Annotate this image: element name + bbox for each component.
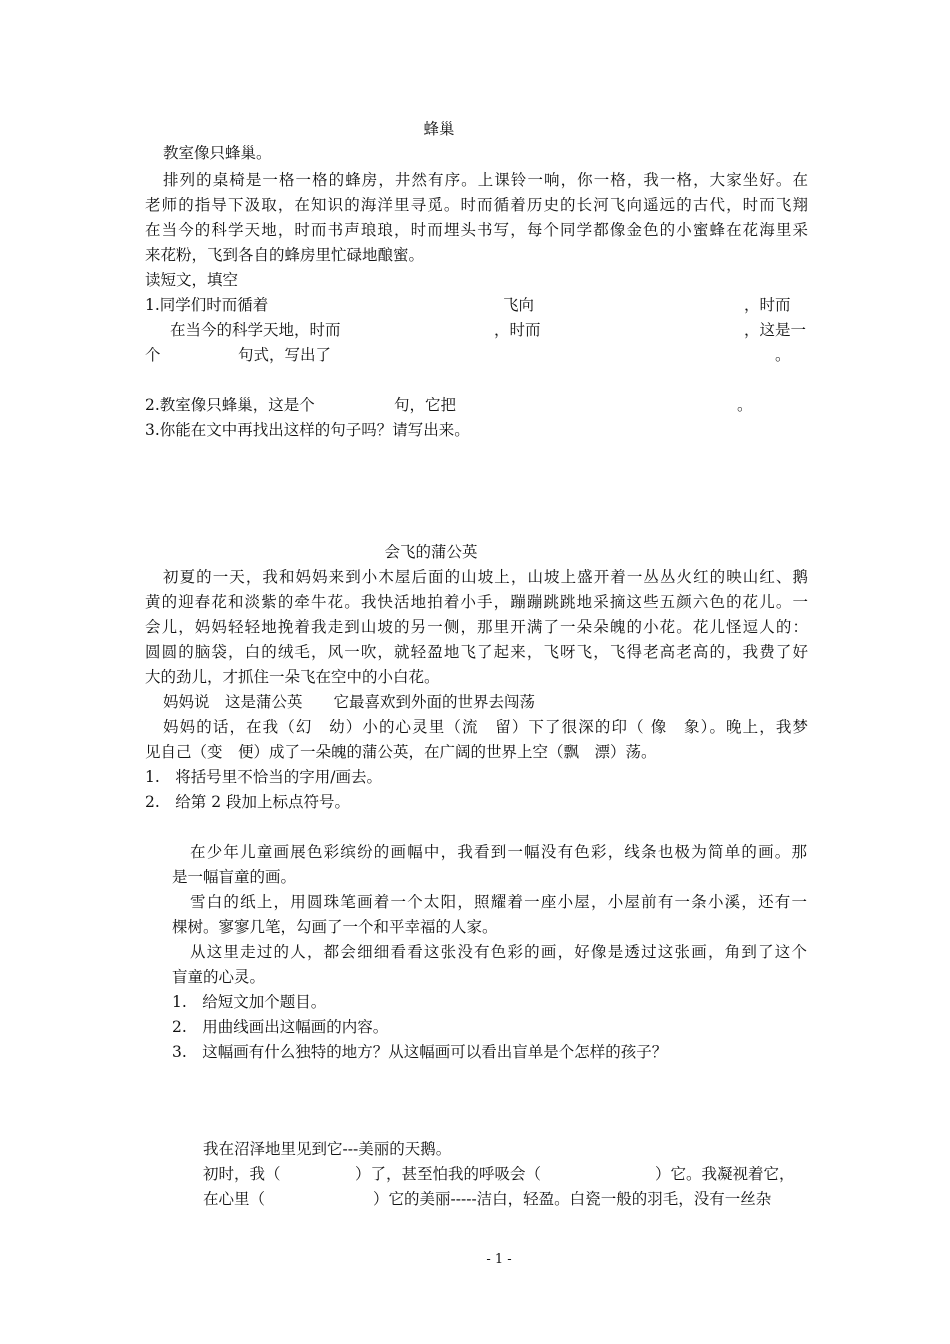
section3-question-1: 1. 给短文加个题目。 <box>172 993 327 1011</box>
section1-q1-part-a: 1.同学们时而循着 <box>145 296 269 314</box>
section4-line-3-part-b: ）它的美丽-----洁白，轻盈。白瓷一般的羽毛，没有一丝杂 <box>373 1190 772 1208</box>
section2-question-1: 1. 将括号里不恰当的字用/画去。 <box>145 768 383 786</box>
section1-p2-line-1: 排列的桌椅是一格一格的蜂房，井然有序。上课铃一响，你一格，我一格，大家坐好。在 <box>163 171 808 189</box>
section1-p2-line-4: 来花粉，飞到各自的蜂房里忙碌地酿蜜。 <box>145 246 425 264</box>
section3-p2-line-2: 棵树。寥寥几笔，勾画了一个和平幸福的人家。 <box>172 918 498 936</box>
section2-p1-line-2: 黄的迎春花和淡紫的牵牛花。我快活地拍着小手，蹦蹦跳跳地采摘这些五颜六色的花儿。一 <box>145 593 808 611</box>
section3-p2-line-1: 雪白的纸上，用圆珠笔画着一个太阳，照耀着一座小屋，小屋前有一条小溪，还有一 <box>190 893 807 911</box>
section4-line-3-part-a: 在心里（ <box>203 1190 266 1208</box>
section2-p3-line-2: 见自己（变 便）成了一朵魄的蒲公英，在广阔的世界上空（飘 漂）荡。 <box>145 743 657 761</box>
section4-line-2-part-c: ）它。我凝视着它， <box>655 1165 795 1183</box>
section2-question-2: 2. 给第 2 段加上标点符号。 <box>145 793 351 811</box>
section1-title: 蜂巢 <box>423 120 455 138</box>
section3-p3-line-2: 盲童的心灵。 <box>172 968 266 986</box>
section4-line-2-part-a: 初时，我（ <box>203 1165 281 1183</box>
section4-line-2-part-b: ）了，甚至怕我的呼吸会（ <box>355 1165 542 1183</box>
section2-p1-line-4: 圆圆的脑袋，白的绒毛，风一吹，就轻盈地飞了起来，飞呀飞，飞得老高老高的，我费了好 <box>145 643 808 661</box>
section1-p2-line-3: 在当今的科学天地，时而书声琅琅，时而埋头书写，每个同学都像金色的小蜜蜂在花海里采 <box>145 221 808 239</box>
section1-q1-part-d: 在当今的科学天地，时而 <box>170 321 341 339</box>
section2-p3-line-1: 妈妈的话，在我（幻 幼）小的心灵里（流 留）下了很深的印（ 像 象）。晚上，我梦 <box>163 718 808 736</box>
section1-q2-part-b: 句，它把 <box>394 396 457 414</box>
section2-title: 会飞的蒲公英 <box>384 543 478 561</box>
section1-q1-part-i: 。 <box>775 346 791 364</box>
section1-q1-part-e: ，时而 <box>494 321 541 339</box>
section1-q2-part-c: 。 <box>737 396 753 414</box>
section1-q1-part-c: ，时而 <box>744 296 791 314</box>
section1-instruction: 读短文，填空 <box>145 271 239 289</box>
section1-q1-part-f: ，这是一 <box>744 321 807 339</box>
section2-p1-line-3: 会儿，妈妈轻轻地挽着我走到山坡的另一侧，那里开满了一朵朵魄的小花。花儿怪逗人的： <box>145 618 808 636</box>
section1-q1-part-b: 飞向 <box>503 296 535 314</box>
section1-q1-part-g: 个 <box>145 346 161 364</box>
section3-p3-line-1: 从这里走过的人，都会细细看看这张没有色彩的画，好像是透过这张画，角到了这个 <box>190 943 807 961</box>
section3-p1-line-2: 是一幅盲童的画。 <box>172 868 297 886</box>
section2-paragraph-2: 妈妈说 这是蒲公英 它最喜欢到外面的世界去闯荡 <box>163 693 536 711</box>
section3-question-3: 3. 这幅画有什么独特的地方？从这幅画可以看出盲单是个怎样的孩子？ <box>172 1043 668 1061</box>
section1-q2-part-a: 2.教室像只蜂巢，这是个 <box>145 396 315 414</box>
section2-p1-line-1: 初夏的一天，我和妈妈来到小木屋后面的山坡上，山坡上盛开着一丛丛火红的映山红、鹅 <box>163 568 808 586</box>
page-number: - 1 - <box>486 1252 512 1267</box>
section1-q3: 3.你能在文中再找出这样的句子吗？请写出来。 <box>145 421 470 439</box>
section1-q1-part-h: 句式，写出了 <box>238 346 332 364</box>
section1-p2-line-2: 老师的指导下汲取，在知识的海洋里寻觅。时而循着历史的长河飞向遥远的古代，时而飞翔 <box>145 196 808 214</box>
section2-p1-line-5: 大的劲儿，才抓住一朵飞在空中的小白花。 <box>145 668 440 686</box>
section1-paragraph-1: 教室像只蜂巢。 <box>163 144 272 162</box>
section3-p1-line-1: 在少年儿童画展色彩缤纷的画幅中，我看到一幅没有色彩，线条也极为简单的画。那 <box>190 843 807 861</box>
section3-question-2: 2. 用曲线画出这幅画的内容。 <box>172 1018 389 1036</box>
section4-line-1: 我在沼泽地里见到它---美丽的天鹅。 <box>203 1140 452 1158</box>
